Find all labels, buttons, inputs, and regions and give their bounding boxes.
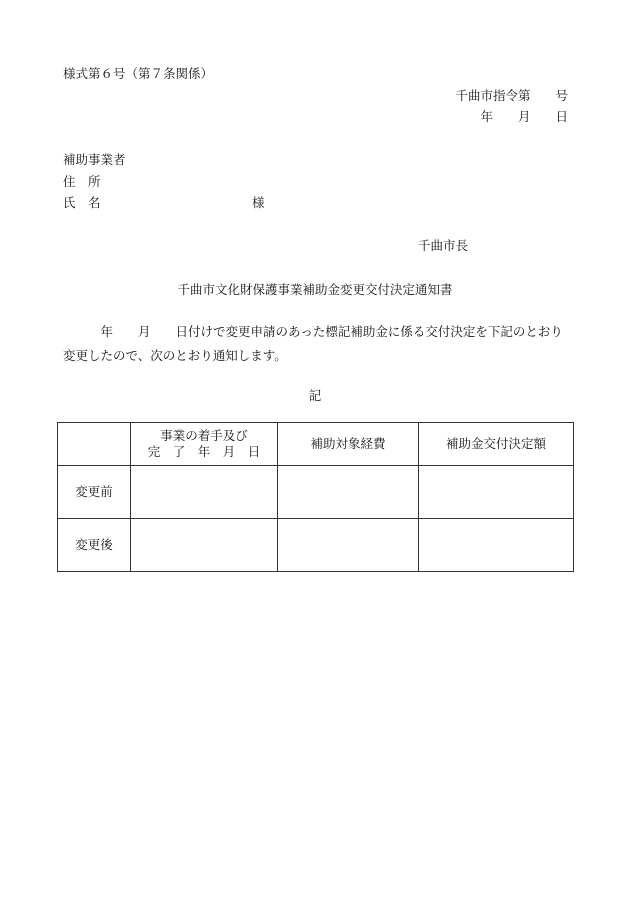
cell-before-cost[interactable] [278, 466, 419, 519]
cell-before-amount[interactable] [419, 466, 574, 519]
issuer: 千曲市長 [418, 238, 469, 253]
address-label: 住 所 [63, 174, 101, 189]
row-label-after: 変更後 [58, 519, 131, 572]
header-completion-date-line1: 事業の着手及び [160, 428, 248, 444]
row-label-before: 変更前 [58, 466, 131, 519]
cell-before-date[interactable] [131, 466, 278, 519]
issue-date: 年 月 日 [480, 109, 568, 124]
table-header-row [58, 423, 574, 466]
form-label: 様式第６号（第７条関係） [63, 66, 214, 81]
table-row [58, 466, 574, 519]
cell-after-cost[interactable] [278, 519, 419, 572]
recipient-heading: 補助事業者 [63, 152, 126, 167]
name-label: 氏 名 [63, 195, 101, 210]
honorific: 様 [252, 195, 265, 210]
cell-after-amount[interactable] [419, 519, 574, 572]
header-completion-date [131, 423, 278, 466]
body-text [63, 320, 578, 368]
body-line-1: 年 月 日付けで変更申請のあった標記補助金に係る交付決定を下記のとおり [63, 324, 563, 339]
ki-heading: 記 [308, 388, 322, 403]
header-blank-cell [58, 423, 131, 466]
header-eligible-cost: 補助対象経費 [278, 423, 419, 466]
table-row [58, 519, 574, 572]
header-grant-amount: 補助金交付決定額 [419, 423, 574, 466]
header-completion-date-line2: 完 了 年 月 日 [147, 444, 261, 459]
body-line-2: 変更したので、次のとおり通知します。 [63, 348, 287, 363]
cell-after-date[interactable] [131, 519, 278, 572]
change-table [57, 422, 574, 572]
document-title: 千曲市文化財保護事業補助金変更交付決定通知書 [177, 282, 453, 297]
document-number: 千曲市指令第 号 [455, 88, 568, 103]
